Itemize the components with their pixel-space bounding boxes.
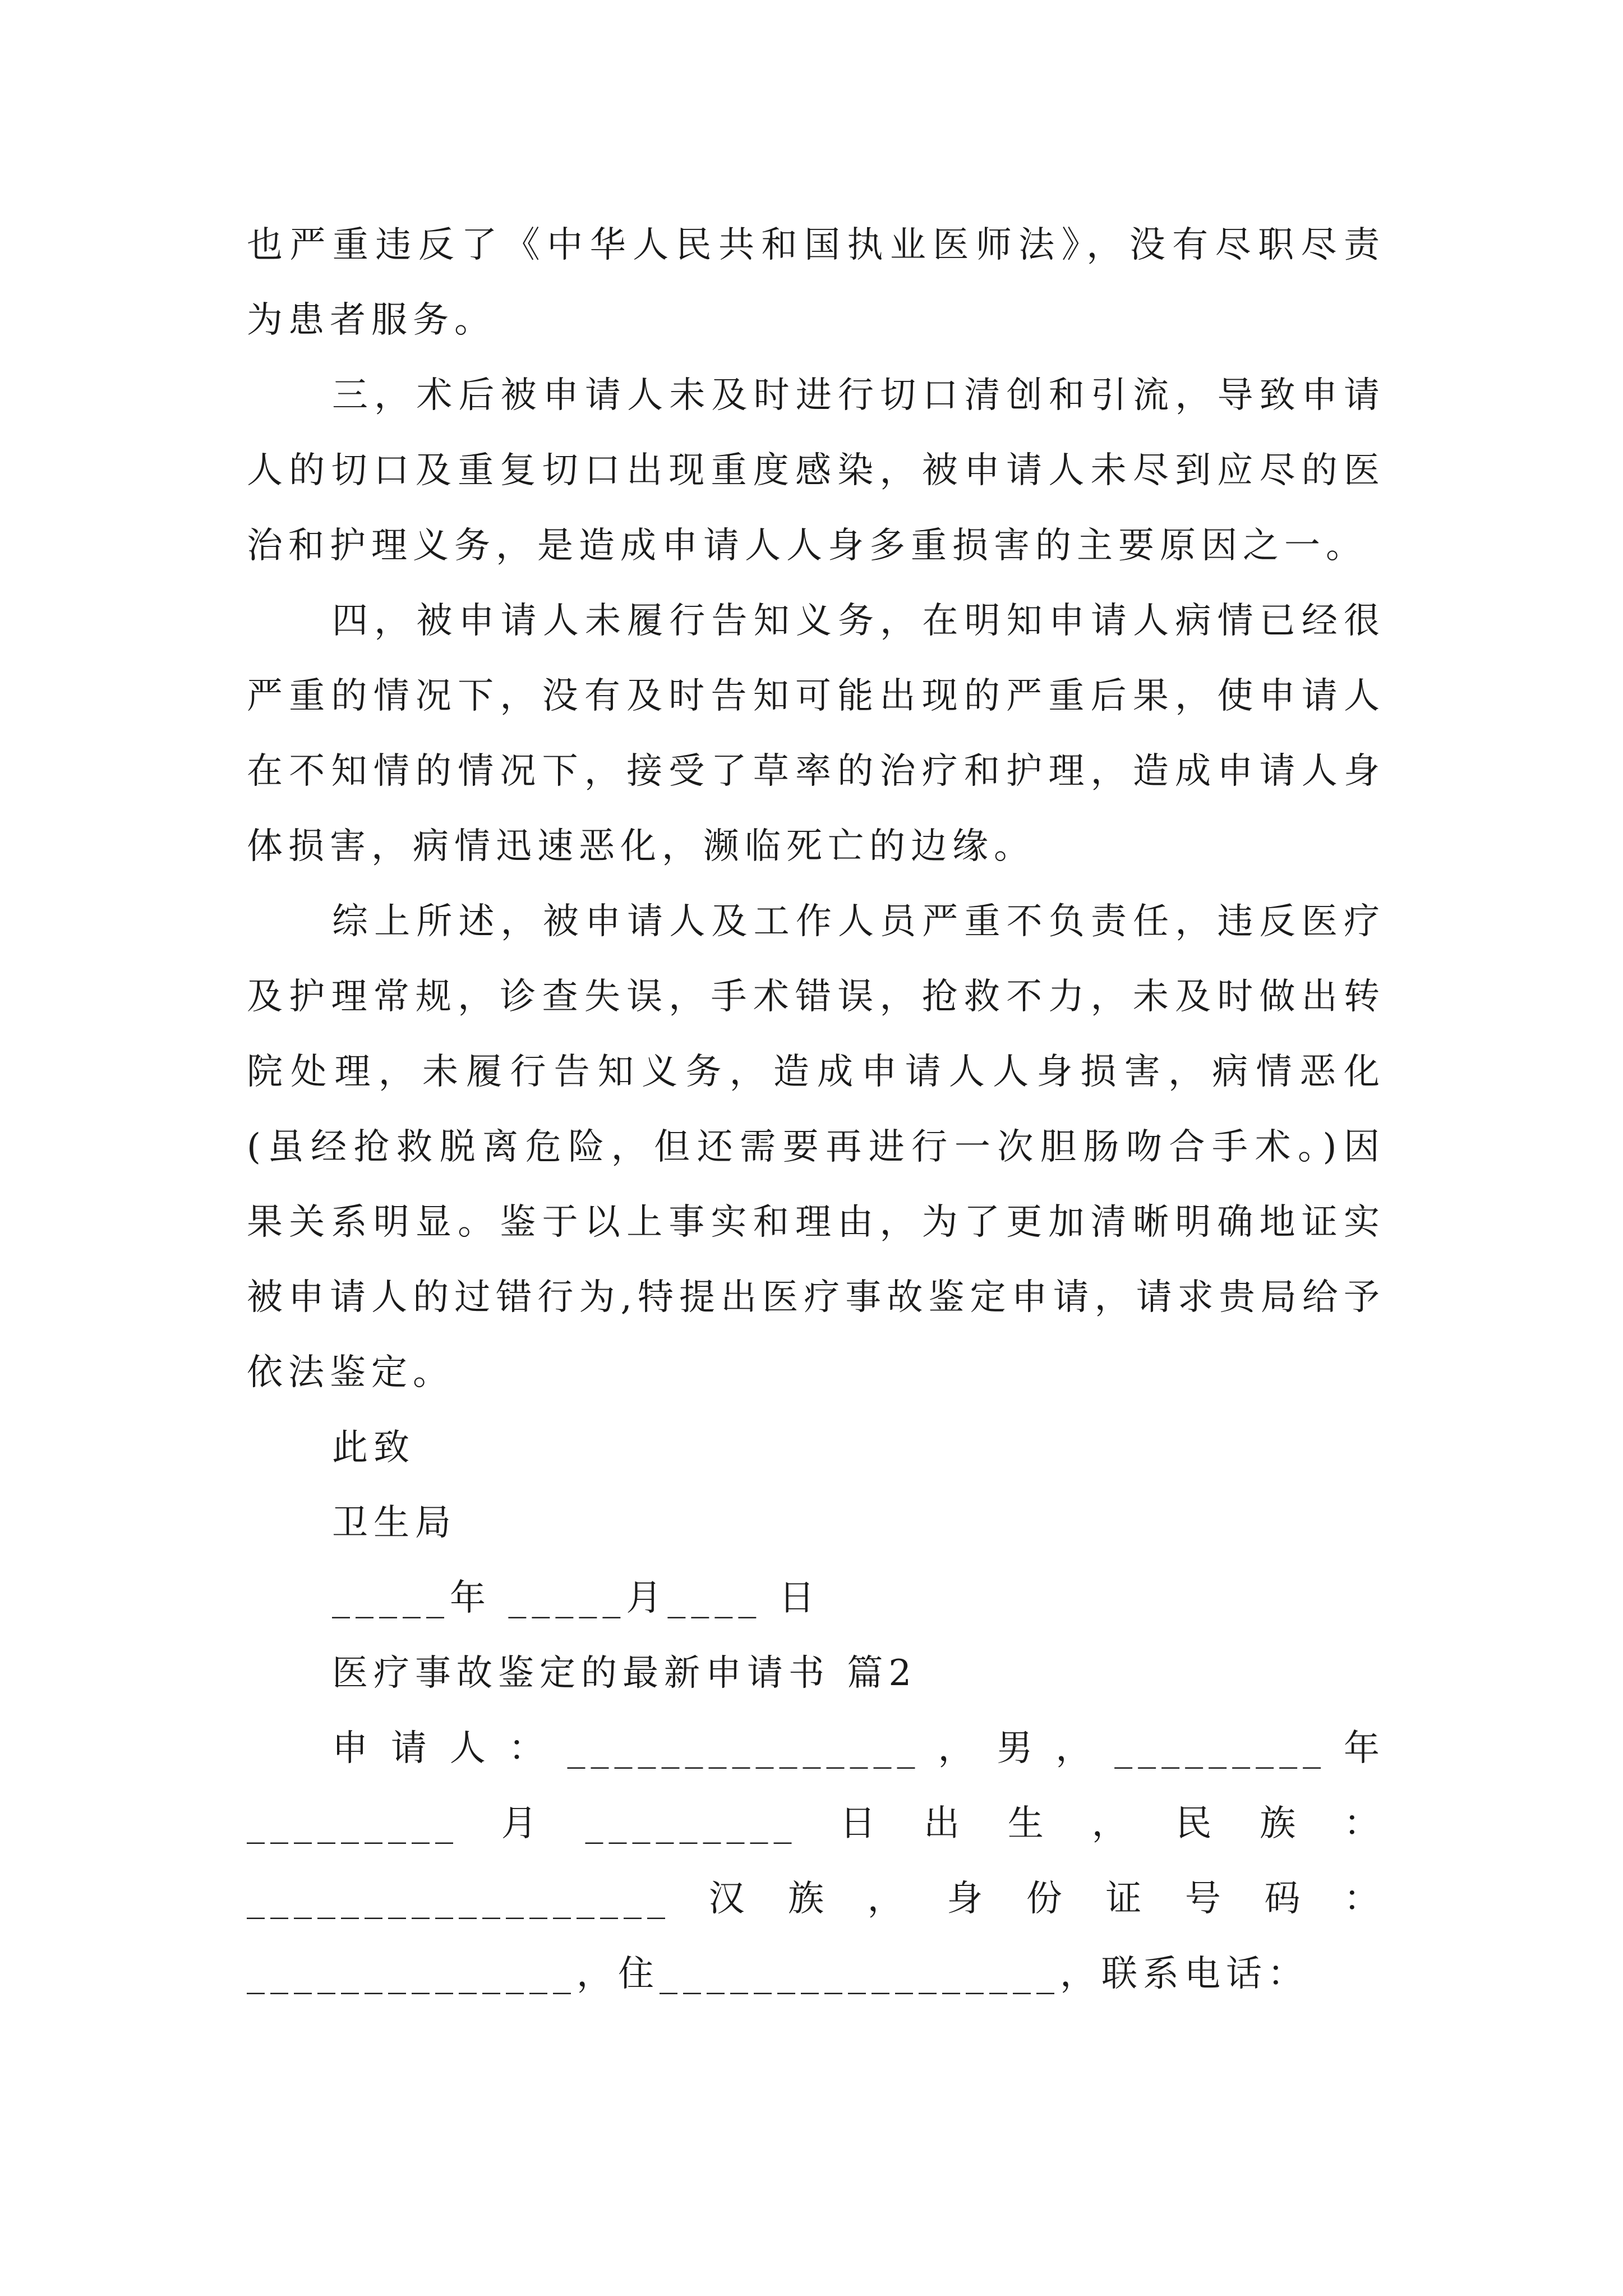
paragraph-summary: 综上所述，被申请人及工作人员严重不负责任，违反医疗及护理常规，诊查失误，手术错误，抢救不力，未及时做出转院处理，未履行告知义务，造成申请人人身损害，病情恶化(虽经抢救脱离危险，但还需要再进行一次胆肠吻合手术。)因果关系明显。鉴于以上事实和理由，为了更加清晰明确地证实被申请人的过错行为,特提出医疗事故鉴定申请，请求贵局给予依法鉴定。 [247, 901, 1385, 1393]
paragraph-point-three: 三，术后被申请人未及时进行切口清创和引流，导致申请人的切口及重复切口出现重度感染，被申请人未尽到应尽的医治和护理义务，是造成申请人人身多重损害的主要原因之一。 [247, 375, 1385, 567]
date-line: _____年 _____月____ 日 [332, 1577, 820, 1619]
document-page [247, 208, 1385, 2012]
section-title: 医疗事故鉴定的最新申请书 篇2 [332, 1653, 917, 1694]
applicant-info-paragraph: 申请人：_______________，男，_________年_________月_________日出生，民族：__________________汉族，身份证号码：______________，住_________________，联系电话： [247, 1728, 1385, 1995]
recipient: 卫生局 [332, 1502, 457, 1544]
paragraph-continuation: 也严重违反了《中华人民共和国执业医师法》，没有尽职尽责为患者服务。 [247, 224, 1385, 341]
paragraph-point-four: 四，被申请人未履行告知义务，在明知申请人病情已经很严重的情况下，没有及时告知可能出现的严重后果，使申请人在不知情的情况下，接受了草率的治疗和护理，造成申请人身体损害，病情迅速恶化，濒临死亡的边缘。 [247, 600, 1385, 867]
closing-salutation: 此致 [332, 1427, 415, 1469]
